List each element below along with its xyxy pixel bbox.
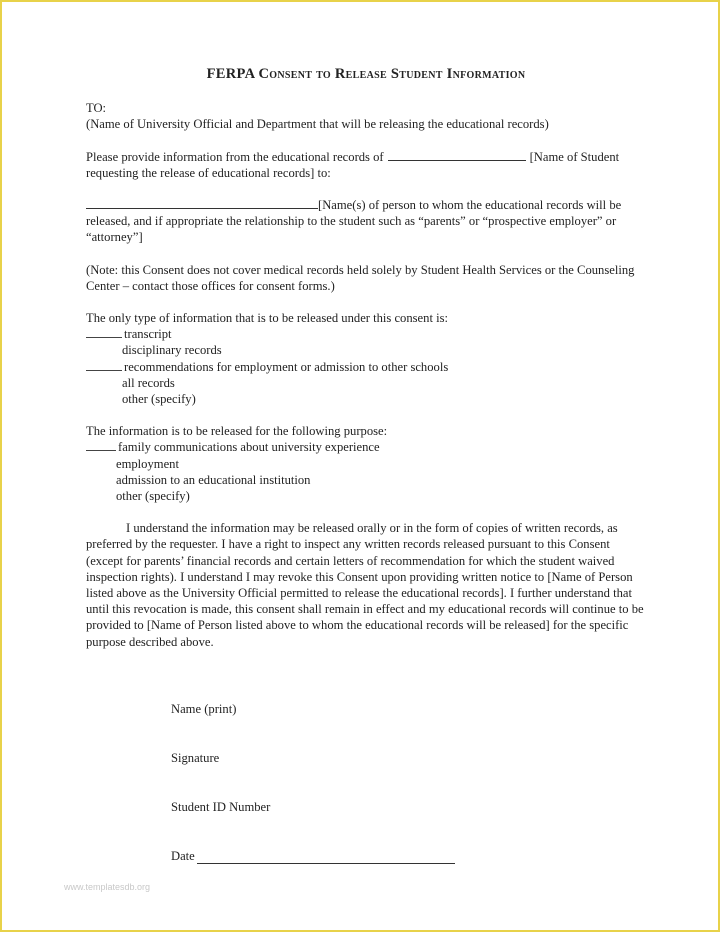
purpose-list <box>86 439 646 504</box>
request-text-2: [Name of Student requesting the release of educational records] to: <box>86 149 620 180</box>
info-heading: The only type of information that is to be released under this consent is: <box>86 311 448 326</box>
page-title: FERPA Consent to Release Student Information <box>206 66 526 82</box>
person-paragraph <box>86 197 646 246</box>
list-item: disciplinary records <box>122 343 222 358</box>
list-item: recommendations for employment or admission to other schools <box>86 359 646 375</box>
date-row: Date <box>171 849 471 898</box>
student-name-blank[interactable] <box>388 160 526 161</box>
list-item: employment <box>116 456 179 471</box>
request-paragraph <box>86 149 646 181</box>
list-item: admission to an educational institution <box>116 472 311 487</box>
name-print-row[interactable]: Name (print) <box>171 702 237 716</box>
checkbox-line[interactable] <box>86 327 122 338</box>
person-text: [Name(s) of person to whom the educational records will be released, and if appropriate the relationship to the student such as “parents” or “prospective employer” or “attorney”] <box>86 198 622 245</box>
list-item: other (specify) <box>116 489 190 504</box>
student-id-row[interactable]: Student ID Number <box>171 800 271 814</box>
list-item: other (specify) <box>122 392 196 407</box>
person-name-blank[interactable] <box>86 208 318 209</box>
consent-form <box>86 62 646 650</box>
note-paragraph: (Note: this Consent does not cover medical records held solely by Student Health Services or the Counseling Center – contact those offices for consent forms.) <box>86 262 635 293</box>
list-item: family communications about university experience <box>86 439 646 455</box>
list-item: all records <box>122 375 175 390</box>
to-label: TO: <box>86 101 107 116</box>
request-text-1: Please provide information from the educational records of <box>86 149 384 164</box>
checkbox-line[interactable] <box>86 360 122 371</box>
list-item: transcript <box>86 326 646 342</box>
to-note: (Name of University Official and Department that will be releasing the educational records) <box>86 117 549 132</box>
signature-block <box>171 702 471 898</box>
signature-row[interactable]: Signature <box>171 751 220 765</box>
date-field[interactable] <box>197 849 455 864</box>
checkbox-line[interactable] <box>86 440 116 451</box>
understanding-paragraph: I understand the information may be released orally or in the form of copies of written records, as preferred by the requester. I have a right to inspect any written records released pursuant to this Consent (except for parents’ financial records and certain letters of recommendation for which the student waived inspection rights). I understand I may revoke this Consent upon providing written notice to [Name of Person listed above as the University Official permitted to release the educational records]. I further understand that until this revocation is made, this consent shall remain in effect and my educational records will continue to be provided to [Name of Person listed above to whom the educational records will be released] for the specific purpose described above. <box>86 521 644 649</box>
info-type-list <box>86 326 646 407</box>
purpose-heading: The information is to be released for the following purpose: <box>86 424 388 439</box>
watermark: www.templatesdb.org <box>64 882 151 892</box>
